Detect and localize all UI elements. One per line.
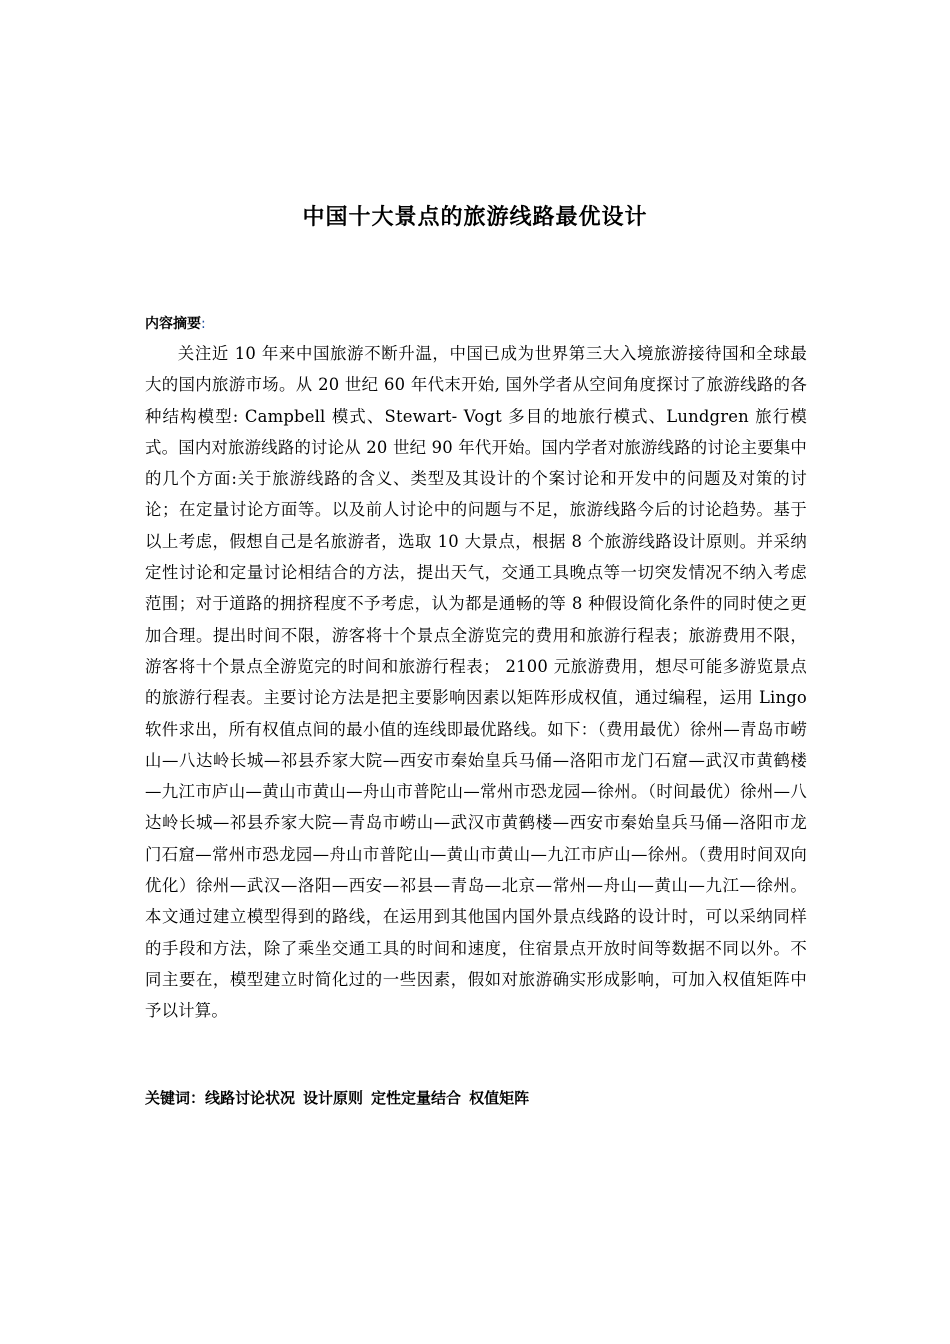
abstract-label-text: 内容摘要 (145, 316, 201, 332)
abstract-label (145, 312, 206, 336)
keyword-item: 线路讨论状况 (205, 1089, 296, 1107)
keyword-item: 定性定量结合 (371, 1089, 462, 1107)
abstract-body: 关注近 10 年来中国旅游不断升温，中国已成为世界第三大入境旅游接待国和全球最大的国内旅游市场。从 20 世纪 60 年代末开始, 国外学者从空间角度探讨了旅游线路的各种结构模型: Campbell 模式、Stewart- Vogt 多目的地旅行模式、Lundgren 旅行模式。国内对旅游线路的讨论从 20 世纪 90 年代开始。国内学者对旅游线路的讨论主要集中的几个方面:关于旅游线路的含义、类型及其设计的个案讨论和开发中的问题及对策的讨论；在定量讨论方面等。以及前人讨论中的问题与不足，旅游线路今后的讨论趋势。基于以上考虑，假想自己是名旅游者，选取 10 大景点，根据 8 个旅游线路设计原则。并采纳定性讨论和定量讨论相结合的方法，提出天气，交通工具晚点等一切突发情况不纳入考虑范围；对于道路的拥挤程度不予考虑，认为都是通畅的等 8 种假设简化条件的同时使之更加合理。提出时间不限，游客将十个景点全游览完的费用和旅游行程表；旅游费用不限，游客将十个景点全游览完的时间和旅游行程表； 2100 元旅游费用，想尽可能多游览景点的旅游行程表。主要讨论方法是把主要影响因素以矩阵形成权值，通过编程，运用 Lingo 软件求出，所有权值点间的最小值的连线即最优路线。如下：（费用最优）徐州—青岛市崂山—八达岭长城—祁县乔家大院—西安市秦始皇兵马俑—洛阳市龙门石窟—武汉市黄鹤楼—九江市庐山—黄山市黄山—舟山市普陀山—常州市恐龙园—徐州。（时间最优）徐州—八达岭长城—祁县乔家大院—青岛市崂山—武汉市黄鹤楼—西安市秦始皇兵马俑—洛阳市龙门石窟—常州市恐龙园—舟山市普陀山—黄山市黄山—九江市庐山—徐州。（费用时间双向优化）徐州—武汉—洛阳—西安—祁县—青岛—北京—常州—舟山—黄山—九江—徐州。本文通过建立模型得到的路线，在运用到其他国内国外景点线路的设计时，可以采纳同样的手段和方法，除了乘坐交通工具的时间和速度，住宿景点开放时间等数据不同以外。不同主要在，模型建立时简化过的一些因素，假如对旅游确实形成影响，可加入权值矩阵中予以计算。 (145, 344, 807, 1021)
keyword-item: 权值矩阵 (469, 1089, 530, 1107)
keywords-line (145, 1084, 537, 1112)
keywords-label: 关键词： (145, 1089, 206, 1107)
keyword-item: 设计原则 (303, 1089, 364, 1107)
abstract-label-colon: : (201, 316, 206, 332)
document-title: 中国十大景点的旅游线路最优设计 (302, 205, 648, 230)
